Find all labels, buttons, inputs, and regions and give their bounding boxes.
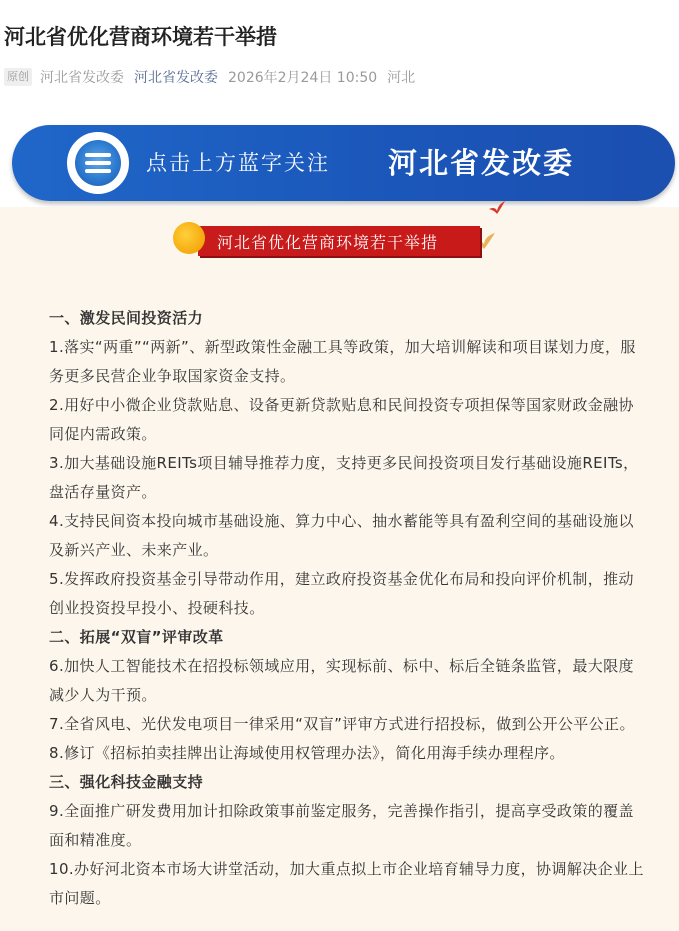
- policy-item: 6.加快人工智能技术在招投标领域应用，实现标前、标中、标后全链条监管，最大限度减少人为干预。: [49, 657, 634, 704]
- banner-account-name: 河北省发改委: [388, 146, 575, 180]
- policy-item: 1.落实“两重”“两新”、新型政策性金融工具等政策，加大培训解读和项目谋划力度，服务更多民营企业争取国家资金支持。: [49, 338, 636, 385]
- policy-item: 5.发挥政府投资基金引导带动作用，建立政府投资基金优化布局和投向评价机制，推动创业投资投早投小、投硬科技。: [49, 570, 634, 617]
- publish-datetime: 2026年2月24日 10:50: [228, 70, 378, 86]
- section-header-title: 河北省优化营商环境若干举措: [217, 233, 439, 252]
- article-body: [49, 304, 649, 913]
- banner-subtitle: 点击上方蓝字关注: [146, 151, 330, 175]
- article-title: 河北省优化营商环境若干举措: [4, 25, 277, 49]
- section-header: [171, 219, 501, 259]
- section-heading: 一、激发民间投资活力: [49, 309, 204, 327]
- policy-item: 9.全面推广研发费用加计扣除政策事前鉴定服务，完善操作指引，提高享受政策的覆盖面和精准度。: [49, 802, 634, 849]
- ndrc-logo-icon: [67, 132, 129, 194]
- section-heading: 三、强化科技金融支持: [49, 773, 204, 791]
- publish-location: 河北: [387, 70, 416, 86]
- policy-item: 8.修订《招标拍卖挂牌出让海域使用权管理办法》，简化用海手续办理程序。: [49, 744, 565, 762]
- policy-item: 2.用好中小微企业贷款贴息、设备更新贷款贴息和民间投资专项担保等国家财政金融协同促内需政策。: [49, 396, 634, 443]
- bird-icon: [488, 200, 506, 216]
- policy-item: 10.办好河北资本市场大讲堂活动，加大重点拟上市企业培育辅导力度，协调解决企业上市问题。: [49, 860, 644, 907]
- section-heading: 二、拓展“双盲”评审改革: [49, 628, 224, 646]
- policy-item: 3.加大基础设施REITs项目辅导推荐力度，支持更多民间投资项目发行基础设施REITs，盘活存量资产。: [49, 454, 639, 501]
- policy-item: 4.支持民间资本投向城市基础设施、算力中心、抽水蓄能等具有盈利空间的基础设施以及新兴产业、未来产业。: [49, 512, 634, 559]
- follow-banner[interactable]: [12, 125, 675, 201]
- account-link[interactable]: 河北省发改委: [134, 70, 218, 86]
- author-name: 河北省发改委: [40, 70, 124, 86]
- original-tag: 原创: [4, 68, 32, 86]
- sun-circle-icon: [173, 222, 205, 254]
- article-meta: [4, 66, 674, 88]
- policy-item: 7.全省风电、光伏发电项目一律采用“双盲”评审方式进行招投标，做到公开公平公正。: [49, 715, 635, 733]
